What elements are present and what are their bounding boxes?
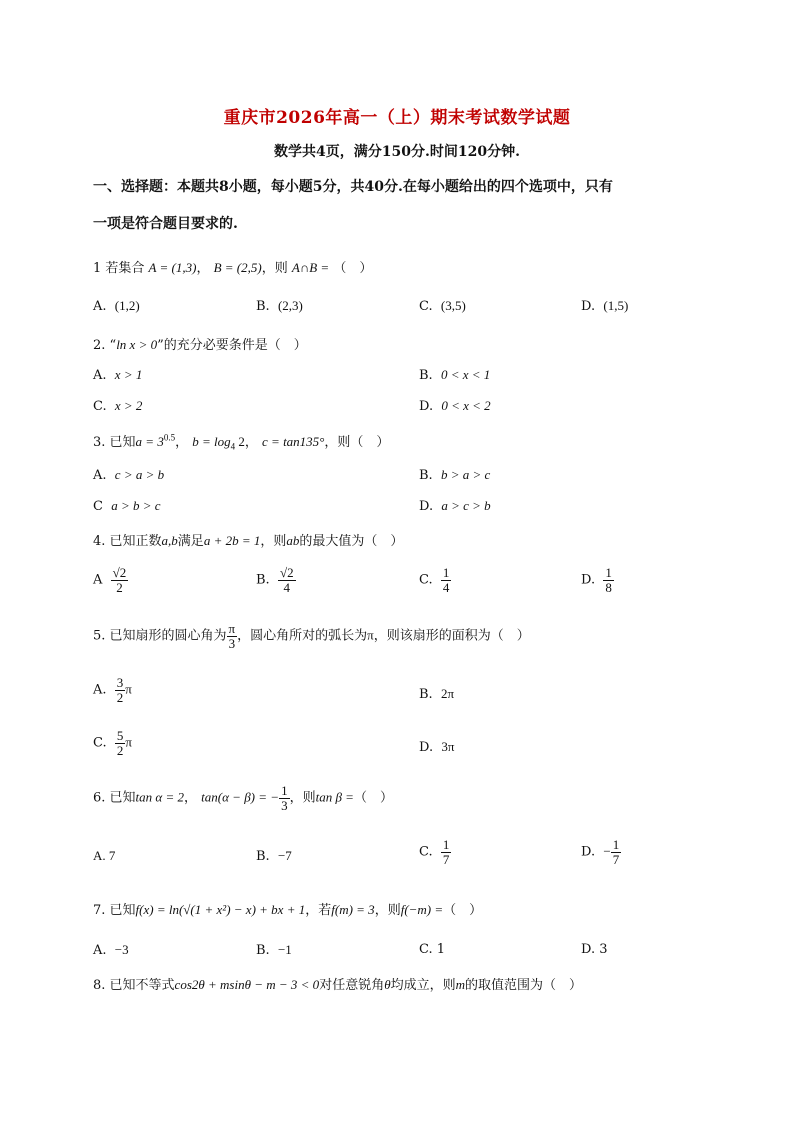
question-5-option-b: B. 2π xyxy=(419,686,455,702)
question-4-option-d: D. $\frac{1}{8}$ xyxy=(581,565,612,595)
question-5-stem: 5. 已知扇形的圆心角为 $\frac{\pi}{3}$ ，圆心角所对的弧长为π，则该扇形的面积为（ ） xyxy=(93,621,530,651)
exam-title: 重庆市2026年高一（上）期末考试数学试题 xyxy=(223,108,571,128)
question-4-option-a: A $\frac{√2}{2}$ xyxy=(93,565,127,595)
exam-subtitle: 数学共4页，满分150分.时间120分钟. xyxy=(274,144,520,160)
question-7-option-c: C. 1 xyxy=(419,942,446,957)
question-6-option-b: B. −7 xyxy=(256,848,292,864)
question-6-stem: 6. 已知tan α = 2， tan(α − β) = − $\frac{1}{3}$ ，则tan β =（ ） xyxy=(93,783,393,813)
section-heading-line2: 一项是符合题目要求的. xyxy=(93,216,238,232)
question-3-option-d: D. a > c > b xyxy=(419,498,491,514)
question-6-option-d: D. − $\frac{1}{7}$ xyxy=(581,837,620,867)
question-1-option-a: A. (1,2) xyxy=(93,298,140,314)
question-2-option-b: B. 0 < x < 1 xyxy=(419,367,491,383)
question-1-option-d: D. (1,5) xyxy=(581,298,629,314)
question-5-option-d: D. 3π xyxy=(419,739,455,755)
question-6-option-a: A. 7 xyxy=(93,848,116,863)
question-1-stem: 1 若集合 A = (1,3)， B = (2,5)，则 A∩B = （ ） xyxy=(93,260,373,276)
question-7-option-d: D. 3 xyxy=(581,942,608,957)
question-3-stem: 3. 已知$a = 3^{0.5}$， $b = \log_4 2$， c = tan135°，则（ ） xyxy=(93,432,390,452)
question-8-stem: 8. 已知不等式cos2θ + msinθ − m − 3 < 0对任意锐角θ均成立，则m的取值范围为（ ） xyxy=(93,977,583,993)
question-2-option-d: D. 0 < x < 2 xyxy=(419,398,491,414)
question-4-option-b: B. $\frac{√2}{4}$ xyxy=(256,565,294,595)
section-heading-line1: 一、选择题：本题共8小题，每小题5分，共40分.在每小题给出的四个选项中，只有 xyxy=(93,179,613,195)
question-7-stem: 7. 已知f(x) = ln(√(1 + x²) − x) + bx + 1，若f(m) = 3，则f(−m) =（ ） xyxy=(93,902,483,918)
question-5-option-a: A. $\frac{3}{2}$ π xyxy=(93,675,132,705)
question-5-option-c: C. $\frac{5}{2}$ π xyxy=(93,728,132,758)
question-7-option-b: B. −1 xyxy=(256,942,292,958)
question-3-option-c: C a > b > c xyxy=(93,498,161,514)
question-6-option-c: C. $\frac{1}{7}$ xyxy=(419,837,450,867)
question-4-option-c: C. $\frac{1}{4}$ xyxy=(419,565,450,595)
question-2-stem: 2. “ln x > 0”的充分必要条件是（ ） xyxy=(93,337,307,353)
question-2-option-c: C. x > 2 xyxy=(93,398,143,414)
question-7-option-a: A. −3 xyxy=(93,942,129,958)
question-3-option-b: B. b > a > c xyxy=(419,467,491,483)
question-4-stem: 4. 已知正数a,b满足a + 2b = 1，则ab的最大值为（ ） xyxy=(93,533,404,549)
question-2-option-a: A. x > 1 xyxy=(93,367,143,383)
question-1-option-b: B. (2,3) xyxy=(256,298,303,314)
question-1-option-c: C. (3,5) xyxy=(419,298,466,314)
question-3-option-a: A. c > a > b xyxy=(93,467,165,483)
